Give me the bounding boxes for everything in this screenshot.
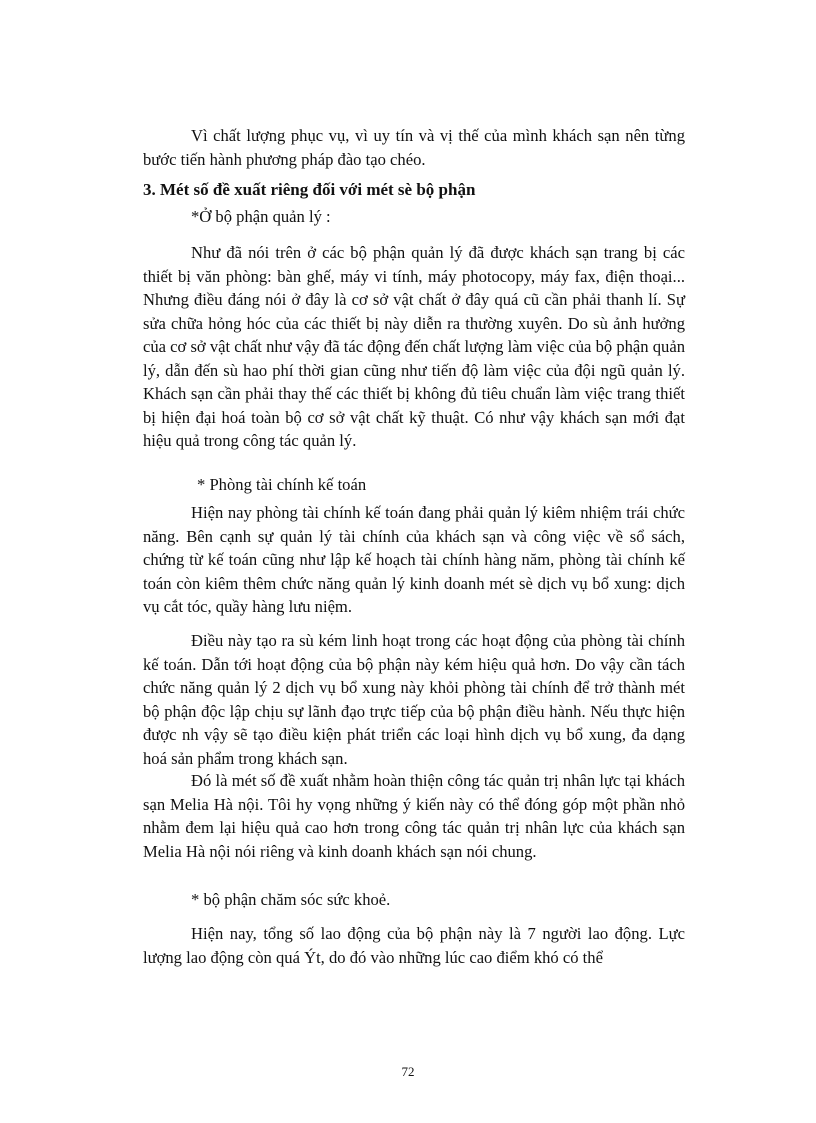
paragraph-flexibility: Điều này tạo ra sù kém linh hoạt trong các hoạt động của phòng tài chính kế toán. Dẫn tới hoạt động của bộ phận này kém hiệu quả hơn. Do vậy cần tách chức năng quản lý 2 dịch vụ bổ xung này khỏi phòng tài chính để trở thành mét bộ phận độc lập chịu sự lãnh đạo trực tiếp của bộ phận điều hành. Nếu thực hiện được nh vậy sẽ tạo điều kiện phát triển các loại hình dịch vụ bổ xung, đa dạng hoá sản phẩm trong khách sạn.	[143, 631, 685, 768]
paragraph-training: Vì chất lượng phục vụ, vì uy tín và vị thế của mình khách sạn nên từng bước tiến hành phương pháp đào tạo chéo.	[143, 126, 685, 169]
subheading-finance: * Phòng tài chính kế toán	[197, 475, 367, 494]
subheading-management: *Ở bộ phận quản lý :	[191, 207, 331, 226]
subheading-health: * bộ phận chăm sóc sức khoẻ.	[191, 890, 391, 909]
paragraph-management: Như đã nói trên ở các bộ phận quản lý đã được khách sạn trang bị các thiết bị văn phòng: bàn ghế, máy vi tính, máy photocopy, máy fax, điện thoại... Nhưng điều đáng nói ở đây là cơ sở vật chất ở đây quá cũ cần phải thanh lí. Sự sửa chữa hỏng hóc của các thiết bị này diễn ra thường xuyên. Do sù ảnh hưởng của cơ sở vật chất như vậy đã tác động đến chất lượng làm việc của bộ phận quản lý, dẫn đến sù hao phí thời gian cũng như tiến độ làm việc của đội ngũ quản lý. Khách sạn cần phải thay thế các thiết bị không đủ tiêu chuẩn làm việc trang thiết bị hiện đại hoá toàn bộ cơ sở vật chất kỹ thuật. Có như vậy khách sạn mới đạt hiệu quả trong công tác quản lý.	[143, 243, 685, 450]
paragraph-finance: Hiện nay phòng tài chính kế toán đang phải quản lý kiêm nhiệm trái chức năng. Bên cạnh sự quản lý tài chính của khách sạn và công việc về sổ sách, chứng từ kế toán cũng như lập kế hoạch tài chính hàng năm, phòng tài chính kế toán còn kiêm thêm chức năng quản lý kinh doanh mét sè dịch vụ bổ xung: dịch vụ cắt tóc, quầy hàng lưu niệm.	[143, 503, 685, 616]
section-heading: 3. Mét số đề xuất riêng đối với mét sè bộ phận	[143, 180, 476, 199]
paragraph-conclusion: Đó là mét số đề xuất nhằm hoàn thiện công tác quản trị nhân lực tại khách sạn Melia Hà nội. Tôi hy vọng những ý kiến này có thể đóng góp một phần nhỏ nhằm đem lại hiệu quả cao hơn trong công tác quản trị nhân lực của khách sạn Melia Hà nội nói riêng và kinh doanh khách sạn nói chung.	[143, 771, 685, 861]
page-number: 72	[401, 1064, 415, 1079]
paragraph-health: Hiện nay, tổng số lao động của bộ phận này là 7 người lao động. Lực lượng lao động còn quá Ýt, do đó vào những lúc cao điểm khó có thể	[143, 924, 685, 967]
